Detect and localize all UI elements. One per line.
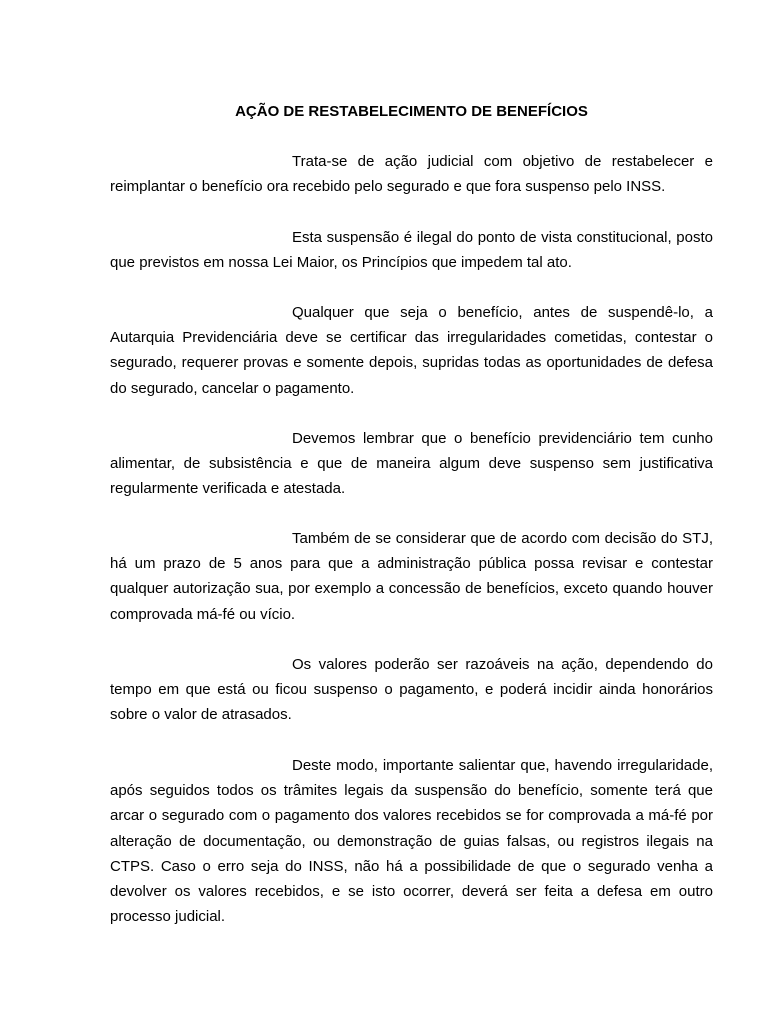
paragraph-1: Trata-se de ação judicial com objetivo de restabelecer e reimplantar o benefício ora recebido pelo segurado e que fora suspenso pelo INSS.: [110, 153, 713, 196]
paragraph-5: Também de se considerar que de acordo com decisão do STJ, há um prazo de 5 anos para que a administração pública possa revisar e contestar qualquer autorização sua, por exemplo a concessão de benefícios, exceto quando houver comprovada má-fé ou vício.: [110, 530, 713, 623]
paragraph-2: Esta suspensão é ilegal do ponto de vista constitucional, posto que previstos em nossa Lei Maior, os Princípios que impedem tal ato.: [110, 229, 713, 272]
document-title: AÇÃO DE RESTABELECIMENTO DE BENEFÍCIOS: [235, 103, 588, 120]
paragraph-4: Devemos lembrar que o benefício previdenciário tem cunho alimentar, de subsistência e que de maneira algum deve suspenso sem justificativa regularmente verificada e atestada.: [110, 430, 713, 498]
paragraph-3: Qualquer que seja o benefício, antes de suspendê-lo, a Autarquia Previdenciária deve se certificar das irregularidades cometidas, contestar o segurado, requerer provas e somente depois, supridas todas as oportunidades de defesa do segurado, cancelar o pagamento.: [110, 304, 713, 397]
paragraph-7: Deste modo, importante salientar que, havendo irregularidade, após seguidos todos os trâmites legais da suspensão do benefício, somente terá que arcar o segurado com o pagamento dos valores recebidos se for comprovada a má-fé por alteração de documentação, ou demonstração de guias falsas, ou registros ilegais na CTPS. Caso o erro seja do INSS, não há a possibilidade de que o segurado venha a devolver os valores recebidos, e se isto ocorrer, deverá ser feita a defesa em outro processo judicial.: [110, 757, 713, 926]
paragraph-6: Os valores poderão ser razoáveis na ação, dependendo do tempo em que está ou ficou suspenso o pagamento, e poderá incidir ainda honorários sobre o valor de atrasados.: [110, 656, 713, 724]
